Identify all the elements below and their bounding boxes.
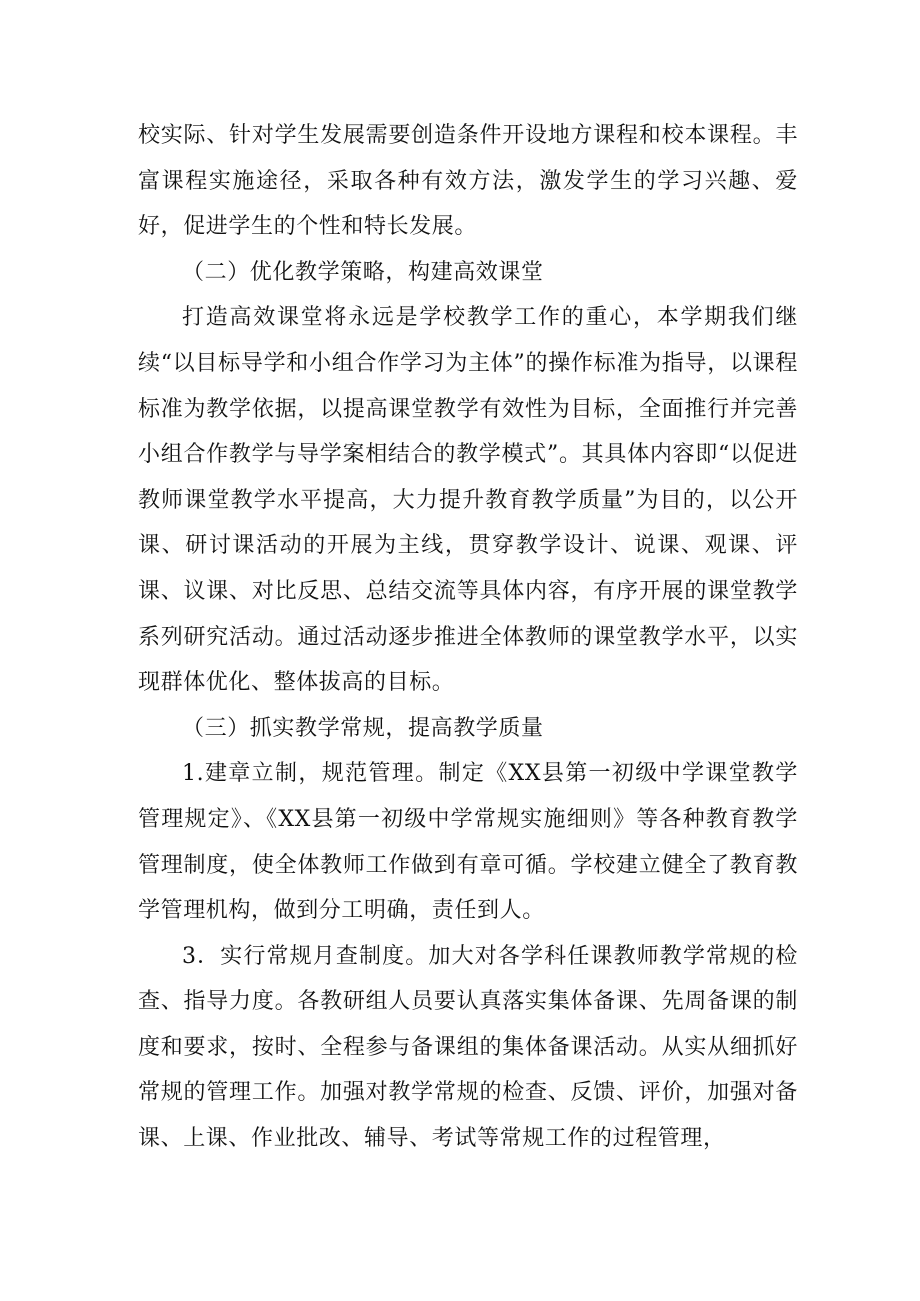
document-body <box>138 113 798 1162</box>
section-heading-2: （二）优化教学策略，构建高效课堂 <box>182 259 544 285</box>
section-heading-3: （三）抓实教学常规，提高教学质量 <box>182 715 544 741</box>
paragraph-monthly-check: 3．实行常规月查制度。加大对各学科任课教师教学常规的检查、指导力度。各教研组人员要认真落实集体备课、先周备课的制度和要求，按时、全程参与备课组的集体备课活动。从实从细抓好常规的管理工作。加强对教学常规的检查、反馈、评价，加强对备课、上课、作业批改、辅导、考试等常规工作的过程管理， <box>138 943 798 1152</box>
paragraph-continuation: 校实际、针对学生发展需要创造条件开设地方课程和校本课程。丰富课程实施途径，采取各种有效方法，激发学生的学习兴趣、爱好，促进学生的个性和特长发展。 <box>138 123 798 240</box>
paragraph-rules-management: 1.建章立制，规范管理。制定《XX县第一初级中学课堂教学管理规定》、《XX县第一初级中学常规实施细则》等各种教育教学管理制度，使全体教师工作做到有章可循。学校建立健全了教育教学管理机构，做到分工明确，责任到人。 <box>138 761 798 924</box>
paragraph-efficient-classroom: 打造高效课堂将永远是学校教学工作的重心，本学期我们继续“以目标导学和小组合作学习为主体”的操作标准为指导，以课程标准为教学依据，以提高课堂教学有效性为目标，全面推行并完善小组合作教学与导学案相结合的教学模式”。其具体内容即“以促进教师课堂教学水平提高，大力提升教育教学质量”为目的，以公开课、研讨课活动的开展为主线，贯穿教学设计、说课、观课、评课、议课、对比反思、总结交流等具体内容，有序开展的课堂教学系列研究活动。通过活动逐步推进全体教师的课堂教学水平，以实现群体优化、整体拔高的目标。 <box>138 305 798 696</box>
